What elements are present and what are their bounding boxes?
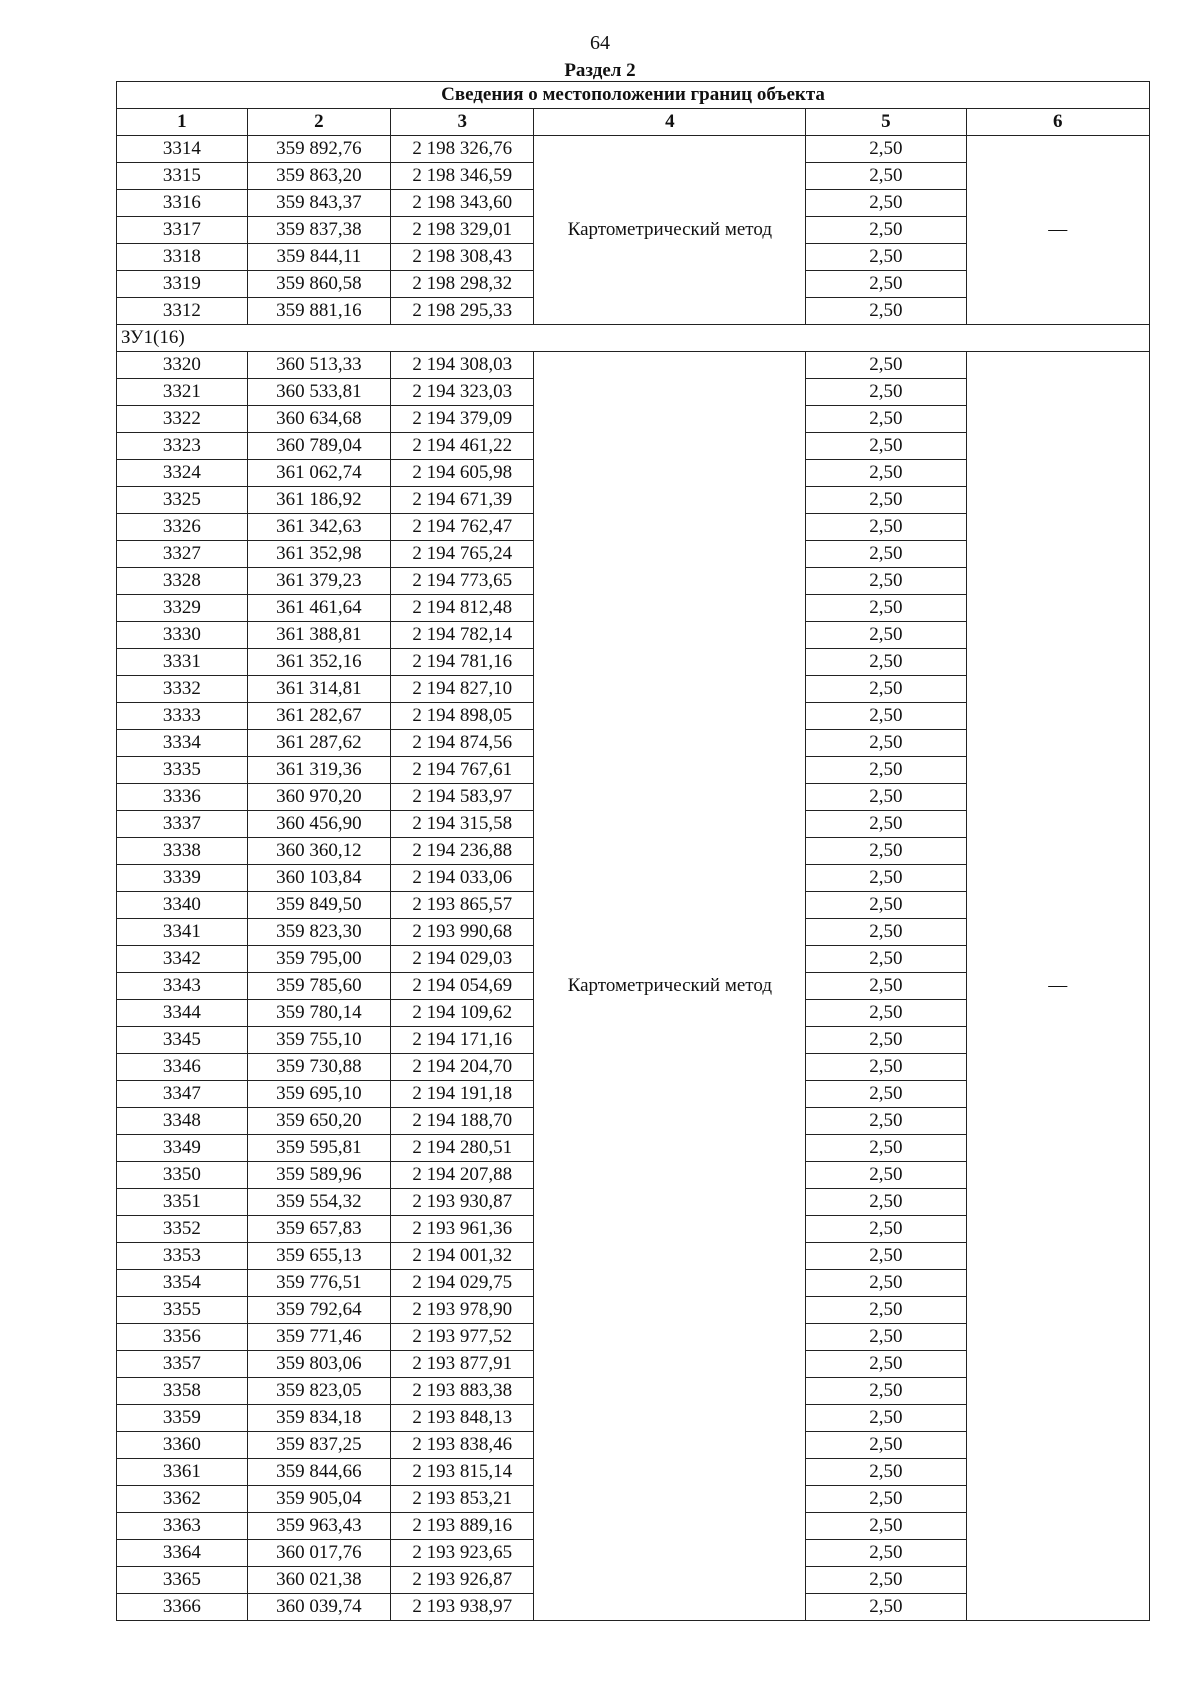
accuracy-cell: 2,50 (806, 838, 966, 865)
point-number-cell: 3338 (117, 838, 248, 865)
accuracy-cell: 2,50 (806, 379, 966, 406)
point-number-cell: 3353 (117, 1243, 248, 1270)
table-row (117, 136, 1150, 163)
y-coordinate-cell: 2 194 773,65 (391, 568, 534, 595)
accuracy-cell: 2,50 (806, 568, 966, 595)
y-coordinate-cell: 2 193 978,90 (391, 1297, 534, 1324)
x-coordinate-cell: 359 785,60 (247, 973, 390, 1000)
y-coordinate-cell: 2 193 961,36 (391, 1216, 534, 1243)
point-number-cell: 3324 (117, 460, 248, 487)
x-coordinate-cell: 359 780,14 (247, 1000, 390, 1027)
point-number-cell: 3332 (117, 676, 248, 703)
accuracy-cell: 2,50 (806, 1432, 966, 1459)
x-coordinate-cell: 359 655,13 (247, 1243, 390, 1270)
x-coordinate-cell: 361 287,62 (247, 730, 390, 757)
y-coordinate-cell: 2 198 298,32 (391, 271, 534, 298)
y-coordinate-cell: 2 194 583,97 (391, 784, 534, 811)
accuracy-cell: 2,50 (806, 676, 966, 703)
y-coordinate-cell: 2 194 812,48 (391, 595, 534, 622)
page-number: 64 (590, 32, 610, 54)
x-coordinate-cell: 359 771,46 (247, 1324, 390, 1351)
y-coordinate-cell: 2 193 865,57 (391, 892, 534, 919)
x-coordinate-cell: 359 595,81 (247, 1135, 390, 1162)
y-coordinate-cell: 2 194 207,88 (391, 1162, 534, 1189)
x-coordinate-cell: 359 776,51 (247, 1270, 390, 1297)
accuracy-cell: 2,50 (806, 352, 966, 379)
x-coordinate-cell: 359 792,64 (247, 1297, 390, 1324)
point-number-cell: 3317 (117, 217, 248, 244)
x-coordinate-cell: 359 823,05 (247, 1378, 390, 1405)
accuracy-cell: 2,50 (806, 1324, 966, 1351)
accuracy-cell: 2,50 (806, 1270, 966, 1297)
accuracy-cell: 2,50 (806, 487, 966, 514)
group-label: ЗУ1(16) (117, 325, 1150, 352)
y-coordinate-cell: 2 194 765,24 (391, 541, 534, 568)
x-coordinate-cell: 360 456,90 (247, 811, 390, 838)
y-coordinate-cell: 2 194 029,75 (391, 1270, 534, 1297)
y-coordinate-cell: 2 194 323,03 (391, 379, 534, 406)
method-cell: Картометрический метод (534, 136, 806, 325)
point-number-cell: 3323 (117, 433, 248, 460)
y-coordinate-cell: 2 194 762,47 (391, 514, 534, 541)
x-coordinate-cell: 359 860,58 (247, 271, 390, 298)
accuracy-cell: 2,50 (806, 136, 966, 163)
x-coordinate-cell: 359 844,66 (247, 1459, 390, 1486)
point-number-cell: 3346 (117, 1054, 248, 1081)
y-coordinate-cell: 2 194 204,70 (391, 1054, 534, 1081)
y-coordinate-cell: 2 194 605,98 (391, 460, 534, 487)
y-coordinate-cell: 2 193 923,65 (391, 1540, 534, 1567)
table-row (117, 352, 1150, 379)
x-coordinate-cell: 361 388,81 (247, 622, 390, 649)
point-number-cell: 3363 (117, 1513, 248, 1540)
x-coordinate-cell: 360 789,04 (247, 433, 390, 460)
x-coordinate-cell: 359 695,10 (247, 1081, 390, 1108)
point-number-cell: 3362 (117, 1486, 248, 1513)
accuracy-cell: 2,50 (806, 541, 966, 568)
point-number-cell: 3340 (117, 892, 248, 919)
y-coordinate-cell: 2 193 889,16 (391, 1513, 534, 1540)
accuracy-cell: 2,50 (806, 622, 966, 649)
table-header-row (117, 109, 1150, 136)
point-number-cell: 3331 (117, 649, 248, 676)
accuracy-cell: 2,50 (806, 784, 966, 811)
y-coordinate-cell: 2 194 308,03 (391, 352, 534, 379)
point-number-cell: 3314 (117, 136, 248, 163)
y-coordinate-cell: 2 193 926,87 (391, 1567, 534, 1594)
x-coordinate-cell: 359 657,83 (247, 1216, 390, 1243)
accuracy-cell: 2,50 (806, 1189, 966, 1216)
y-coordinate-cell: 2 194 280,51 (391, 1135, 534, 1162)
point-number-cell: 3347 (117, 1081, 248, 1108)
table-body (117, 136, 1150, 1621)
y-coordinate-cell: 2 194 767,61 (391, 757, 534, 784)
y-coordinate-cell: 2 193 877,91 (391, 1351, 534, 1378)
x-coordinate-cell: 361 342,63 (247, 514, 390, 541)
point-number-cell: 3356 (117, 1324, 248, 1351)
table-caption: Сведения о местоположении границ объекта (117, 82, 1150, 109)
accuracy-cell: 2,50 (806, 1243, 966, 1270)
x-coordinate-cell: 361 282,67 (247, 703, 390, 730)
x-coordinate-cell: 359 823,30 (247, 919, 390, 946)
x-coordinate-cell: 360 513,33 (247, 352, 390, 379)
point-number-cell: 3326 (117, 514, 248, 541)
x-coordinate-cell: 361 352,16 (247, 649, 390, 676)
accuracy-cell: 2,50 (806, 1297, 966, 1324)
point-number-cell: 3336 (117, 784, 248, 811)
y-coordinate-cell: 2 193 883,38 (391, 1378, 534, 1405)
accuracy-cell: 2,50 (806, 1135, 966, 1162)
accuracy-cell: 2,50 (806, 1513, 966, 1540)
x-coordinate-cell: 360 017,76 (247, 1540, 390, 1567)
point-number-cell: 3341 (117, 919, 248, 946)
y-coordinate-cell: 2 194 671,39 (391, 487, 534, 514)
point-number-cell: 3337 (117, 811, 248, 838)
y-coordinate-cell: 2 194 054,69 (391, 973, 534, 1000)
point-number-cell: 3342 (117, 946, 248, 973)
y-coordinate-cell: 2 198 295,33 (391, 298, 534, 325)
point-number-cell: 3355 (117, 1297, 248, 1324)
y-coordinate-cell: 2 193 990,68 (391, 919, 534, 946)
column-header: 6 (966, 109, 1149, 136)
y-coordinate-cell: 2 194 001,32 (391, 1243, 534, 1270)
point-number-cell: 3354 (117, 1270, 248, 1297)
column-header: 2 (247, 109, 390, 136)
point-number-cell: 3318 (117, 244, 248, 271)
x-coordinate-cell: 360 021,38 (247, 1567, 390, 1594)
x-coordinate-cell: 361 352,98 (247, 541, 390, 568)
y-coordinate-cell: 2 194 874,56 (391, 730, 534, 757)
accuracy-cell: 2,50 (806, 433, 966, 460)
accuracy-cell: 2,50 (806, 1459, 966, 1486)
x-coordinate-cell: 361 314,81 (247, 676, 390, 703)
y-coordinate-cell: 2 198 326,76 (391, 136, 534, 163)
point-number-cell: 3325 (117, 487, 248, 514)
accuracy-cell: 2,50 (806, 298, 966, 325)
column-header: 1 (117, 109, 248, 136)
y-coordinate-cell: 2 194 171,16 (391, 1027, 534, 1054)
point-number-cell: 3345 (117, 1027, 248, 1054)
x-coordinate-cell: 359 892,76 (247, 136, 390, 163)
y-coordinate-cell: 2 193 848,13 (391, 1405, 534, 1432)
accuracy-cell: 2,50 (806, 1081, 966, 1108)
accuracy-cell: 2,50 (806, 892, 966, 919)
x-coordinate-cell: 359 589,96 (247, 1162, 390, 1189)
x-coordinate-cell: 361 379,23 (247, 568, 390, 595)
point-number-cell: 3343 (117, 973, 248, 1000)
y-coordinate-cell: 2 194 191,18 (391, 1081, 534, 1108)
accuracy-cell: 2,50 (806, 757, 966, 784)
accuracy-cell: 2,50 (806, 1378, 966, 1405)
section-title: Раздел 2 (564, 60, 636, 81)
y-coordinate-cell: 2 198 308,43 (391, 244, 534, 271)
accuracy-cell: 2,50 (806, 946, 966, 973)
point-number-cell: 3333 (117, 703, 248, 730)
accuracy-cell: 2,50 (806, 1486, 966, 1513)
x-coordinate-cell: 359 843,37 (247, 190, 390, 217)
point-number-cell: 3350 (117, 1162, 248, 1189)
column-header: 4 (534, 109, 806, 136)
point-number-cell: 3328 (117, 568, 248, 595)
point-number-cell: 3321 (117, 379, 248, 406)
accuracy-cell: 2,50 (806, 730, 966, 757)
point-number-cell: 3344 (117, 1000, 248, 1027)
x-coordinate-cell: 359 755,10 (247, 1027, 390, 1054)
x-coordinate-cell: 360 533,81 (247, 379, 390, 406)
x-coordinate-cell: 361 319,36 (247, 757, 390, 784)
x-coordinate-cell: 359 650,20 (247, 1108, 390, 1135)
x-coordinate-cell: 359 837,25 (247, 1432, 390, 1459)
point-number-cell: 3335 (117, 757, 248, 784)
x-coordinate-cell: 359 837,38 (247, 217, 390, 244)
point-number-cell: 3327 (117, 541, 248, 568)
x-coordinate-cell: 359 905,04 (247, 1486, 390, 1513)
table-caption-row (117, 82, 1150, 109)
group-label-row (117, 325, 1150, 352)
accuracy-cell: 2,50 (806, 1054, 966, 1081)
y-coordinate-cell: 2 194 315,58 (391, 811, 534, 838)
accuracy-cell: 2,50 (806, 865, 966, 892)
x-coordinate-cell: 360 634,68 (247, 406, 390, 433)
point-number-cell: 3366 (117, 1594, 248, 1621)
y-coordinate-cell: 2 194 461,22 (391, 433, 534, 460)
x-coordinate-cell: 359 849,50 (247, 892, 390, 919)
y-coordinate-cell: 2 194 188,70 (391, 1108, 534, 1135)
y-coordinate-cell: 2 193 930,87 (391, 1189, 534, 1216)
accuracy-cell: 2,50 (806, 1594, 966, 1621)
y-coordinate-cell: 2 198 346,59 (391, 163, 534, 190)
accuracy-cell: 2,50 (806, 649, 966, 676)
y-coordinate-cell: 2 193 853,21 (391, 1486, 534, 1513)
point-number-cell: 3361 (117, 1459, 248, 1486)
y-coordinate-cell: 2 198 329,01 (391, 217, 534, 244)
x-coordinate-cell: 360 103,84 (247, 865, 390, 892)
y-coordinate-cell: 2 194 109,62 (391, 1000, 534, 1027)
point-number-cell: 3365 (117, 1567, 248, 1594)
accuracy-cell: 2,50 (806, 1162, 966, 1189)
x-coordinate-cell: 359 730,88 (247, 1054, 390, 1081)
accuracy-cell: 2,50 (806, 1000, 966, 1027)
accuracy-cell: 2,50 (806, 703, 966, 730)
point-number-cell: 3330 (117, 622, 248, 649)
accuracy-cell: 2,50 (806, 244, 966, 271)
point-number-cell: 3349 (117, 1135, 248, 1162)
point-number-cell: 3339 (117, 865, 248, 892)
y-coordinate-cell: 2 193 815,14 (391, 1459, 534, 1486)
point-number-cell: 3360 (117, 1432, 248, 1459)
point-number-cell: 3320 (117, 352, 248, 379)
point-number-cell: 3359 (117, 1405, 248, 1432)
column-6-cell: — (966, 136, 1149, 325)
y-coordinate-cell: 2 194 379,09 (391, 406, 534, 433)
boundary-coordinates-table (116, 81, 1150, 1621)
point-number-cell: 3322 (117, 406, 248, 433)
x-coordinate-cell: 359 963,43 (247, 1513, 390, 1540)
point-number-cell: 3352 (117, 1216, 248, 1243)
x-coordinate-cell: 359 881,16 (247, 298, 390, 325)
y-coordinate-cell: 2 193 938,97 (391, 1594, 534, 1621)
x-coordinate-cell: 359 803,06 (247, 1351, 390, 1378)
x-coordinate-cell: 359 863,20 (247, 163, 390, 190)
accuracy-cell: 2,50 (806, 919, 966, 946)
x-coordinate-cell: 361 461,64 (247, 595, 390, 622)
y-coordinate-cell: 2 194 781,16 (391, 649, 534, 676)
x-coordinate-cell: 361 186,92 (247, 487, 390, 514)
y-coordinate-cell: 2 194 898,05 (391, 703, 534, 730)
accuracy-cell: 2,50 (806, 271, 966, 298)
column-6-cell: — (966, 352, 1149, 1621)
y-coordinate-cell: 2 194 827,10 (391, 676, 534, 703)
x-coordinate-cell: 359 844,11 (247, 244, 390, 271)
point-number-cell: 3357 (117, 1351, 248, 1378)
column-header: 3 (391, 109, 534, 136)
point-number-cell: 3364 (117, 1540, 248, 1567)
point-number-cell: 3312 (117, 298, 248, 325)
x-coordinate-cell: 360 360,12 (247, 838, 390, 865)
accuracy-cell: 2,50 (806, 1567, 966, 1594)
point-number-cell: 3334 (117, 730, 248, 757)
accuracy-cell: 2,50 (806, 1216, 966, 1243)
point-number-cell: 3329 (117, 595, 248, 622)
accuracy-cell: 2,50 (806, 460, 966, 487)
y-coordinate-cell: 2 194 029,03 (391, 946, 534, 973)
accuracy-cell: 2,50 (806, 973, 966, 1000)
y-coordinate-cell: 2 194 033,06 (391, 865, 534, 892)
x-coordinate-cell: 359 795,00 (247, 946, 390, 973)
point-number-cell: 3358 (117, 1378, 248, 1405)
accuracy-cell: 2,50 (806, 406, 966, 433)
y-coordinate-cell: 2 194 782,14 (391, 622, 534, 649)
method-cell: Картометрический метод (534, 352, 806, 1621)
point-number-cell: 3316 (117, 190, 248, 217)
x-coordinate-cell: 359 834,18 (247, 1405, 390, 1432)
point-number-cell: 3319 (117, 271, 248, 298)
y-coordinate-cell: 2 193 977,52 (391, 1324, 534, 1351)
accuracy-cell: 2,50 (806, 190, 966, 217)
accuracy-cell: 2,50 (806, 217, 966, 244)
accuracy-cell: 2,50 (806, 163, 966, 190)
point-number-cell: 3315 (117, 163, 248, 190)
accuracy-cell: 2,50 (806, 1540, 966, 1567)
column-header: 5 (806, 109, 966, 136)
x-coordinate-cell: 360 039,74 (247, 1594, 390, 1621)
x-coordinate-cell: 360 970,20 (247, 784, 390, 811)
accuracy-cell: 2,50 (806, 1351, 966, 1378)
accuracy-cell: 2,50 (806, 595, 966, 622)
y-coordinate-cell: 2 198 343,60 (391, 190, 534, 217)
accuracy-cell: 2,50 (806, 1108, 966, 1135)
accuracy-cell: 2,50 (806, 811, 966, 838)
point-number-cell: 3348 (117, 1108, 248, 1135)
point-number-cell: 3351 (117, 1189, 248, 1216)
accuracy-cell: 2,50 (806, 1405, 966, 1432)
y-coordinate-cell: 2 193 838,46 (391, 1432, 534, 1459)
accuracy-cell: 2,50 (806, 1027, 966, 1054)
y-coordinate-cell: 2 194 236,88 (391, 838, 534, 865)
accuracy-cell: 2,50 (806, 514, 966, 541)
x-coordinate-cell: 361 062,74 (247, 460, 390, 487)
x-coordinate-cell: 359 554,32 (247, 1189, 390, 1216)
